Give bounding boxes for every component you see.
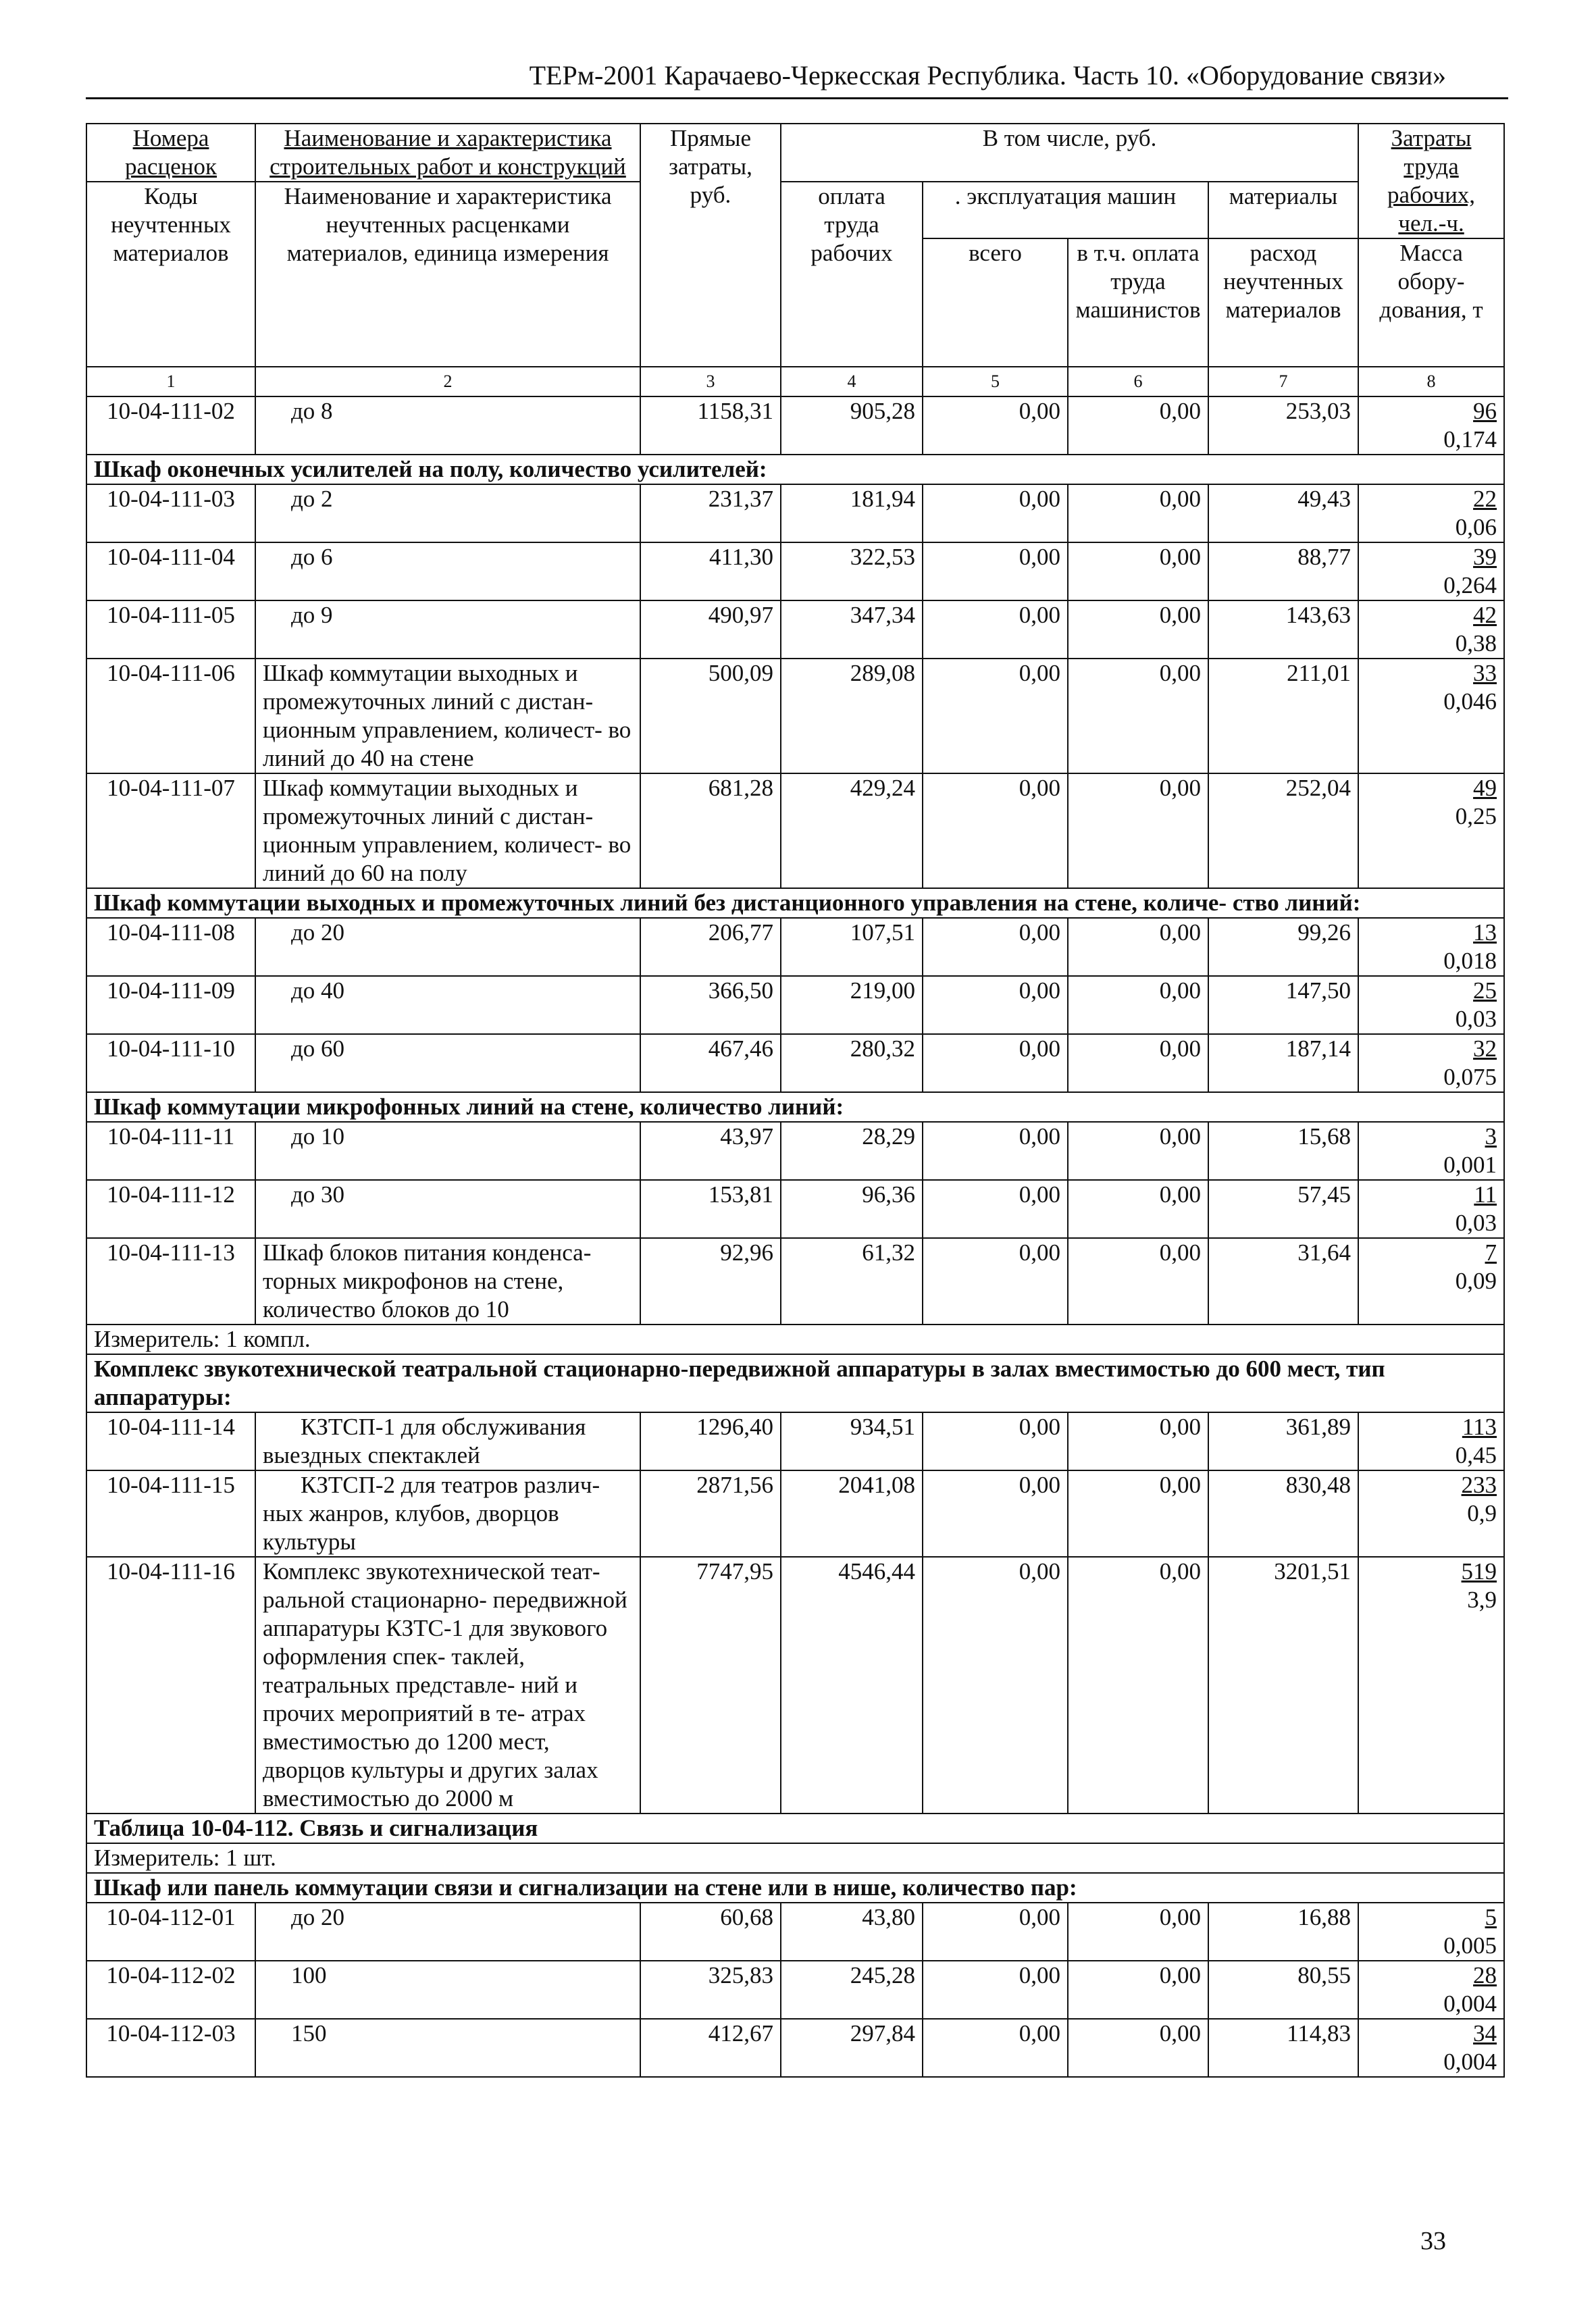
table-row <box>86 1557 1504 1814</box>
labor-and-mass <box>1358 1470 1504 1557</box>
machinist-wage: 0,00 <box>1068 659 1208 773</box>
section-heading-row <box>86 1092 1504 1122</box>
labor-wage: 905,28 <box>781 396 923 455</box>
labor-and-mass <box>1358 976 1504 1034</box>
table-row <box>86 918 1504 976</box>
section-heading: Шкаф или панель коммутации связи и сигнализации на стене или в нише, количество пар: <box>86 1873 1504 1903</box>
labor-and-mass <box>1358 1903 1504 1961</box>
materials-costs: 147,50 <box>1208 976 1358 1034</box>
materials-costs: 57,45 <box>1208 1180 1358 1238</box>
direct-costs: 2871,56 <box>640 1470 781 1557</box>
labor-and-mass <box>1358 659 1504 773</box>
labor-and-mass <box>1358 1412 1504 1470</box>
work-description-text: до 6 <box>291 544 333 570</box>
equipment-mass: 0,9 <box>1467 1500 1497 1526</box>
rate-code: 10-04-112-02 <box>86 1961 255 2019</box>
labor-hours: 13 <box>1473 919 1497 946</box>
work-description-text: до 20 <box>291 1904 345 1930</box>
labor-hours: 33 <box>1473 660 1497 686</box>
equipment-mass: 0,03 <box>1455 1006 1497 1032</box>
work-description-text: до 30 <box>291 1181 345 1208</box>
header-mass: Масса обору- дования, т <box>1358 238 1504 367</box>
direct-costs: 681,28 <box>640 773 781 888</box>
work-description <box>255 659 640 773</box>
work-description-text: КЗТСП-2 для театров различ- ных жанров, клубов, дворцов культуры <box>263 1472 600 1555</box>
work-description <box>255 1180 640 1238</box>
work-description-text: Комплекс звукотехнической теат- ральной стационарно- передвижной аппаратуры КЗТС-1 для звукового оформления спек- таклей, театральных представле- ний и прочих мероприятий в те- атрах вместимостью до 1200 мест, дворцов культуры и других залах вместимостью до 2000 м <box>263 1558 627 1811</box>
materials-costs: 252,04 <box>1208 773 1358 888</box>
equipment-mass: 0,06 <box>1455 514 1497 540</box>
machinist-wage: 0,00 <box>1068 1961 1208 2019</box>
materials-costs: 16,88 <box>1208 1903 1358 1961</box>
work-description <box>255 600 640 659</box>
rate-code: 10-04-111-13 <box>86 1238 255 1325</box>
materials-costs: 361,89 <box>1208 1412 1358 1470</box>
materials-costs: 88,77 <box>1208 542 1358 600</box>
machine-costs-total: 0,00 <box>923 1238 1068 1325</box>
section-heading: Комплекс звукотехнической театральной стационарно-передвижной аппаратуры в залах вместимостью до 600 мест, тип аппаратуры: <box>86 1354 1504 1412</box>
direct-costs: 467,46 <box>640 1034 781 1092</box>
running-header: ТЕРм-2001 Карачаево-Черкесская Республика. Часть 10. «Оборудование связи» <box>529 60 1446 91</box>
equipment-mass: 0,09 <box>1455 1268 1497 1294</box>
labor-hours: 34 <box>1473 2020 1497 2047</box>
machinist-wage: 0,00 <box>1068 1122 1208 1180</box>
machinist-wage: 0,00 <box>1068 918 1208 976</box>
machine-costs-total: 0,00 <box>923 600 1068 659</box>
work-description <box>255 976 640 1034</box>
rate-code: 10-04-112-03 <box>86 2019 255 2077</box>
labor-hours: 22 <box>1473 486 1497 512</box>
labor-wage: 297,84 <box>781 2019 923 2077</box>
work-description-text: до 10 <box>291 1123 345 1150</box>
work-description-text: 100 <box>291 1962 327 1988</box>
materials-costs: 49,43 <box>1208 484 1358 542</box>
rate-code: 10-04-111-04 <box>86 542 255 600</box>
machinist-wage: 0,00 <box>1068 2019 1208 2077</box>
machinist-wage: 0,00 <box>1068 976 1208 1034</box>
labor-and-mass <box>1358 1180 1504 1238</box>
equipment-mass: 3,9 <box>1467 1587 1497 1613</box>
measurement-unit: Измеритель: 1 компл. <box>86 1325 1504 1354</box>
direct-costs: 500,09 <box>640 659 781 773</box>
table-row <box>86 396 1504 455</box>
table-row <box>86 1122 1504 1180</box>
section-heading-row <box>86 1873 1504 1903</box>
labor-hours: 32 <box>1473 1035 1497 1062</box>
header-rule <box>86 97 1508 99</box>
table-row <box>86 773 1504 888</box>
header-machines-total: всего <box>923 238 1068 367</box>
table-row <box>86 976 1504 1034</box>
rate-code: 10-04-111-06 <box>86 659 255 773</box>
labor-wage: 96,36 <box>781 1180 923 1238</box>
header-name-bottom: Наименование и характеристика неучтенных расценками материалов, единица измерения <box>255 182 640 367</box>
work-description-text: до 60 <box>291 1035 345 1062</box>
column-number: 8 <box>1358 367 1504 396</box>
rate-code: 10-04-111-15 <box>86 1470 255 1557</box>
materials-costs: 31,64 <box>1208 1238 1358 1325</box>
header-direct: Прямые затраты, руб. <box>640 124 781 367</box>
machine-costs-total: 0,00 <box>923 976 1068 1034</box>
machinist-wage: 0,00 <box>1068 484 1208 542</box>
work-description-text: 150 <box>291 2020 327 2047</box>
section-heading-row <box>86 455 1504 484</box>
labor-hours: 113 <box>1462 1414 1497 1440</box>
price-norms-table <box>86 123 1505 2078</box>
table-body <box>86 124 1504 2077</box>
direct-costs: 366,50 <box>640 976 781 1034</box>
machine-costs-total: 0,00 <box>923 2019 1068 2077</box>
table-row <box>86 1903 1504 1961</box>
labor-and-mass <box>1358 1122 1504 1180</box>
rate-code: 10-04-111-11 <box>86 1122 255 1180</box>
direct-costs: 411,30 <box>640 542 781 600</box>
machinist-wage: 0,00 <box>1068 1412 1208 1470</box>
rate-code: 10-04-111-12 <box>86 1180 255 1238</box>
machine-costs-total: 0,00 <box>923 918 1068 976</box>
labor-wage: 181,94 <box>781 484 923 542</box>
measurement-unit: Измеритель: 1 шт. <box>86 1843 1504 1873</box>
equipment-mass: 0,45 <box>1455 1442 1497 1468</box>
machinist-wage: 0,00 <box>1068 1238 1208 1325</box>
equipment-mass: 0,046 <box>1443 688 1497 715</box>
equipment-mass: 0,001 <box>1443 1152 1497 1178</box>
materials-costs: 99,26 <box>1208 918 1358 976</box>
header-codes-bottom: Коды неучтенных материалов <box>86 182 255 367</box>
labor-and-mass <box>1358 484 1504 542</box>
table-row <box>86 484 1504 542</box>
labor-and-mass <box>1358 1557 1504 1814</box>
column-number: 6 <box>1068 367 1208 396</box>
work-description <box>255 918 640 976</box>
labor-wage: 43,80 <box>781 1903 923 1961</box>
header-including: В том числе, руб. <box>781 124 1358 182</box>
work-description <box>255 1034 640 1092</box>
direct-costs: 60,68 <box>640 1903 781 1961</box>
machine-costs-total: 0,00 <box>923 542 1068 600</box>
work-description-text: до 40 <box>291 977 345 1004</box>
work-description <box>255 1412 640 1470</box>
materials-costs: 15,68 <box>1208 1122 1358 1180</box>
labor-and-mass <box>1358 1034 1504 1092</box>
materials-costs: 211,01 <box>1208 659 1358 773</box>
labor-wage: 934,51 <box>781 1412 923 1470</box>
column-number: 5 <box>923 367 1068 396</box>
equipment-mass: 0,004 <box>1443 1990 1497 2017</box>
machine-costs-total: 0,00 <box>923 659 1068 773</box>
machinist-wage: 0,00 <box>1068 600 1208 659</box>
direct-costs: 1296,40 <box>640 1412 781 1470</box>
labor-wage: 107,51 <box>781 918 923 976</box>
work-description <box>255 484 640 542</box>
work-description <box>255 542 640 600</box>
labor-hours: 519 <box>1461 1558 1497 1585</box>
work-description-text: до 2 <box>291 486 333 512</box>
direct-costs: 153,81 <box>640 1180 781 1238</box>
machine-costs-total: 0,00 <box>923 1557 1068 1814</box>
unit-row <box>86 1325 1504 1354</box>
machine-costs-total: 0,00 <box>923 484 1068 542</box>
work-description-text: до 9 <box>291 602 333 628</box>
rate-code: 10-04-111-05 <box>86 600 255 659</box>
machinist-wage: 0,00 <box>1068 1557 1208 1814</box>
machinist-wage: 0,00 <box>1068 773 1208 888</box>
rate-code: 10-04-111-07 <box>86 773 255 888</box>
work-description <box>255 1122 640 1180</box>
rate-code: 10-04-111-02 <box>86 396 255 455</box>
equipment-mass: 0,38 <box>1455 630 1497 657</box>
work-description-text: до 8 <box>291 398 333 424</box>
section-heading-row <box>86 888 1504 918</box>
materials-costs: 253,03 <box>1208 396 1358 455</box>
machine-costs-total: 0,00 <box>923 1961 1068 2019</box>
equipment-mass: 0,174 <box>1443 426 1497 453</box>
labor-and-mass <box>1358 918 1504 976</box>
table-row <box>86 600 1504 659</box>
direct-costs: 43,97 <box>640 1122 781 1180</box>
materials-costs: 830,48 <box>1208 1470 1358 1557</box>
machine-costs-total: 0,00 <box>923 1034 1068 1092</box>
materials-costs: 3201,51 <box>1208 1557 1358 1814</box>
machine-costs-total: 0,00 <box>923 1122 1068 1180</box>
machine-costs-total: 0,00 <box>923 1412 1068 1470</box>
labor-and-mass <box>1358 396 1504 455</box>
column-number: 3 <box>640 367 781 396</box>
work-description <box>255 1961 640 2019</box>
machinist-wage: 0,00 <box>1068 542 1208 600</box>
direct-costs: 490,97 <box>640 600 781 659</box>
rate-code: 10-04-111-09 <box>86 976 255 1034</box>
direct-costs: 206,77 <box>640 918 781 976</box>
materials-costs: 114,83 <box>1208 2019 1358 2077</box>
section-heading-row <box>86 1354 1504 1412</box>
header-codes-top: Номера расценок <box>86 124 255 182</box>
labor-and-mass <box>1358 600 1504 659</box>
table-row <box>86 659 1504 773</box>
table-row <box>86 1238 1504 1325</box>
direct-costs: 1158,31 <box>640 396 781 455</box>
labor-hours: 233 <box>1461 1472 1497 1498</box>
machine-costs-total: 0,00 <box>923 773 1068 888</box>
unit-row <box>86 1843 1504 1873</box>
machinist-wage: 0,00 <box>1068 1034 1208 1092</box>
labor-wage: 322,53 <box>781 542 923 600</box>
table-row <box>86 2019 1504 2077</box>
equipment-mass: 0,25 <box>1455 803 1497 829</box>
labor-hours: 5 <box>1485 1904 1497 1930</box>
column-number: 2 <box>255 367 640 396</box>
equipment-mass: 0,03 <box>1455 1210 1497 1236</box>
machine-costs-total: 0,00 <box>923 1180 1068 1238</box>
machinist-wage: 0,00 <box>1068 1903 1208 1961</box>
work-description <box>255 1903 640 1961</box>
work-description <box>255 396 640 455</box>
header-labor: Затраты труда рабочих, чел.-ч. <box>1358 124 1504 238</box>
direct-costs: 7747,95 <box>640 1557 781 1814</box>
labor-hours: 3 <box>1485 1123 1497 1150</box>
machine-costs-total: 0,00 <box>923 396 1068 455</box>
materials-costs: 143,63 <box>1208 600 1358 659</box>
column-number: 4 <box>781 367 923 396</box>
work-description <box>255 773 640 888</box>
labor-hours: 7 <box>1485 1239 1497 1266</box>
table-row <box>86 1470 1504 1557</box>
section-heading: Шкаф оконечных усилителей на полу, количество усилителей: <box>86 455 1504 484</box>
labor-wage: 4546,44 <box>781 1557 923 1814</box>
labor-wage: 347,34 <box>781 600 923 659</box>
table-title: Таблица 10-04-112. Связь и сигнализация <box>86 1814 1504 1843</box>
header-wage: оплата труда рабочих <box>781 182 923 367</box>
rate-code: 10-04-111-14 <box>86 1412 255 1470</box>
machine-costs-total: 0,00 <box>923 1470 1068 1557</box>
work-description <box>255 1557 640 1814</box>
labor-and-mass <box>1358 1961 1504 2019</box>
machinist-wage: 0,00 <box>1068 396 1208 455</box>
header-machines-wage: в т.ч. оплата труда машинистов <box>1068 238 1208 367</box>
labor-wage: 28,29 <box>781 1122 923 1180</box>
direct-costs: 412,67 <box>640 2019 781 2077</box>
work-description <box>255 1238 640 1325</box>
machinist-wage: 0,00 <box>1068 1470 1208 1557</box>
labor-wage: 245,28 <box>781 1961 923 2019</box>
header-materials: материалы <box>1208 182 1358 238</box>
materials-costs: 80,55 <box>1208 1961 1358 2019</box>
labor-wage: 2041,08 <box>781 1470 923 1557</box>
labor-wage: 280,32 <box>781 1034 923 1092</box>
work-description-text: Шкаф коммутации выходных и промежуточных линий с дистан- ционным управлением, количест- во линий до 40 на стене <box>263 660 632 771</box>
column-number-row <box>86 367 1504 396</box>
equipment-mass: 0,005 <box>1443 1932 1497 1959</box>
labor-wage: 219,00 <box>781 976 923 1034</box>
labor-and-mass <box>1358 542 1504 600</box>
table-row <box>86 542 1504 600</box>
rate-code: 10-04-111-10 <box>86 1034 255 1092</box>
labor-hours: 42 <box>1473 602 1497 628</box>
work-description <box>255 1470 640 1557</box>
labor-hours: 25 <box>1473 977 1497 1004</box>
labor-hours: 11 <box>1474 1181 1497 1208</box>
work-description-text: до 20 <box>291 919 345 946</box>
header-name-top: Наименование и характеристика строительных работ и конструкций <box>255 124 640 182</box>
machinist-wage: 0,00 <box>1068 1180 1208 1238</box>
labor-and-mass <box>1358 1238 1504 1325</box>
column-number: 1 <box>86 367 255 396</box>
direct-costs: 325,83 <box>640 1961 781 2019</box>
direct-costs: 92,96 <box>640 1238 781 1325</box>
machine-costs-total: 0,00 <box>923 1903 1068 1961</box>
section-heading: Шкаф коммутации микрофонных линий на стене, количество линий: <box>86 1092 1504 1122</box>
labor-hours: 28 <box>1473 1962 1497 1988</box>
rate-code: 10-04-111-03 <box>86 484 255 542</box>
equipment-mass: 0,004 <box>1443 2049 1497 2075</box>
labor-wage: 429,24 <box>781 773 923 888</box>
rate-code: 10-04-111-16 <box>86 1557 255 1814</box>
rate-code: 10-04-111-08 <box>86 918 255 976</box>
equipment-mass: 0,018 <box>1443 948 1497 974</box>
rate-code: 10-04-112-01 <box>86 1903 255 1961</box>
materials-costs: 187,14 <box>1208 1034 1358 1092</box>
work-description-text: Шкаф блоков питания конденса- торных микрофонов на стене, количество блоков до 10 <box>263 1239 592 1322</box>
section-heading: Шкаф коммутации выходных и промежуточных линий без дистанционного управления на стене, количе- ство линий: <box>86 888 1504 918</box>
labor-hours: 49 <box>1473 775 1497 801</box>
labor-hours: 96 <box>1473 398 1497 424</box>
column-number: 7 <box>1208 367 1358 396</box>
labor-wage: 289,08 <box>781 659 923 773</box>
equipment-mass: 0,075 <box>1443 1064 1497 1090</box>
table-row <box>86 1412 1504 1470</box>
table-row <box>86 1180 1504 1238</box>
labor-and-mass <box>1358 2019 1504 2077</box>
header-materials-unaccounted: расход неучтенных материалов <box>1208 238 1358 367</box>
table-row <box>86 1034 1504 1092</box>
work-description <box>255 2019 640 2077</box>
work-description-text: КЗТСП-1 для обслуживания выездных спектаклей <box>263 1414 586 1468</box>
header-machines: . эксплуатация машин <box>923 182 1208 238</box>
labor-wage: 61,32 <box>781 1238 923 1325</box>
page-number: 33 <box>1420 2227 1446 2255</box>
work-description-text: Шкаф коммутации выходных и промежуточных линий с дистан- ционным управлением, количест- во линий до 60 на полу <box>263 775 632 886</box>
labor-hours: 39 <box>1473 544 1497 570</box>
labor-and-mass <box>1358 773 1504 888</box>
table-row <box>86 1961 1504 2019</box>
equipment-mass: 0,264 <box>1443 572 1497 598</box>
table-title-row <box>86 1814 1504 1843</box>
direct-costs: 231,37 <box>640 484 781 542</box>
